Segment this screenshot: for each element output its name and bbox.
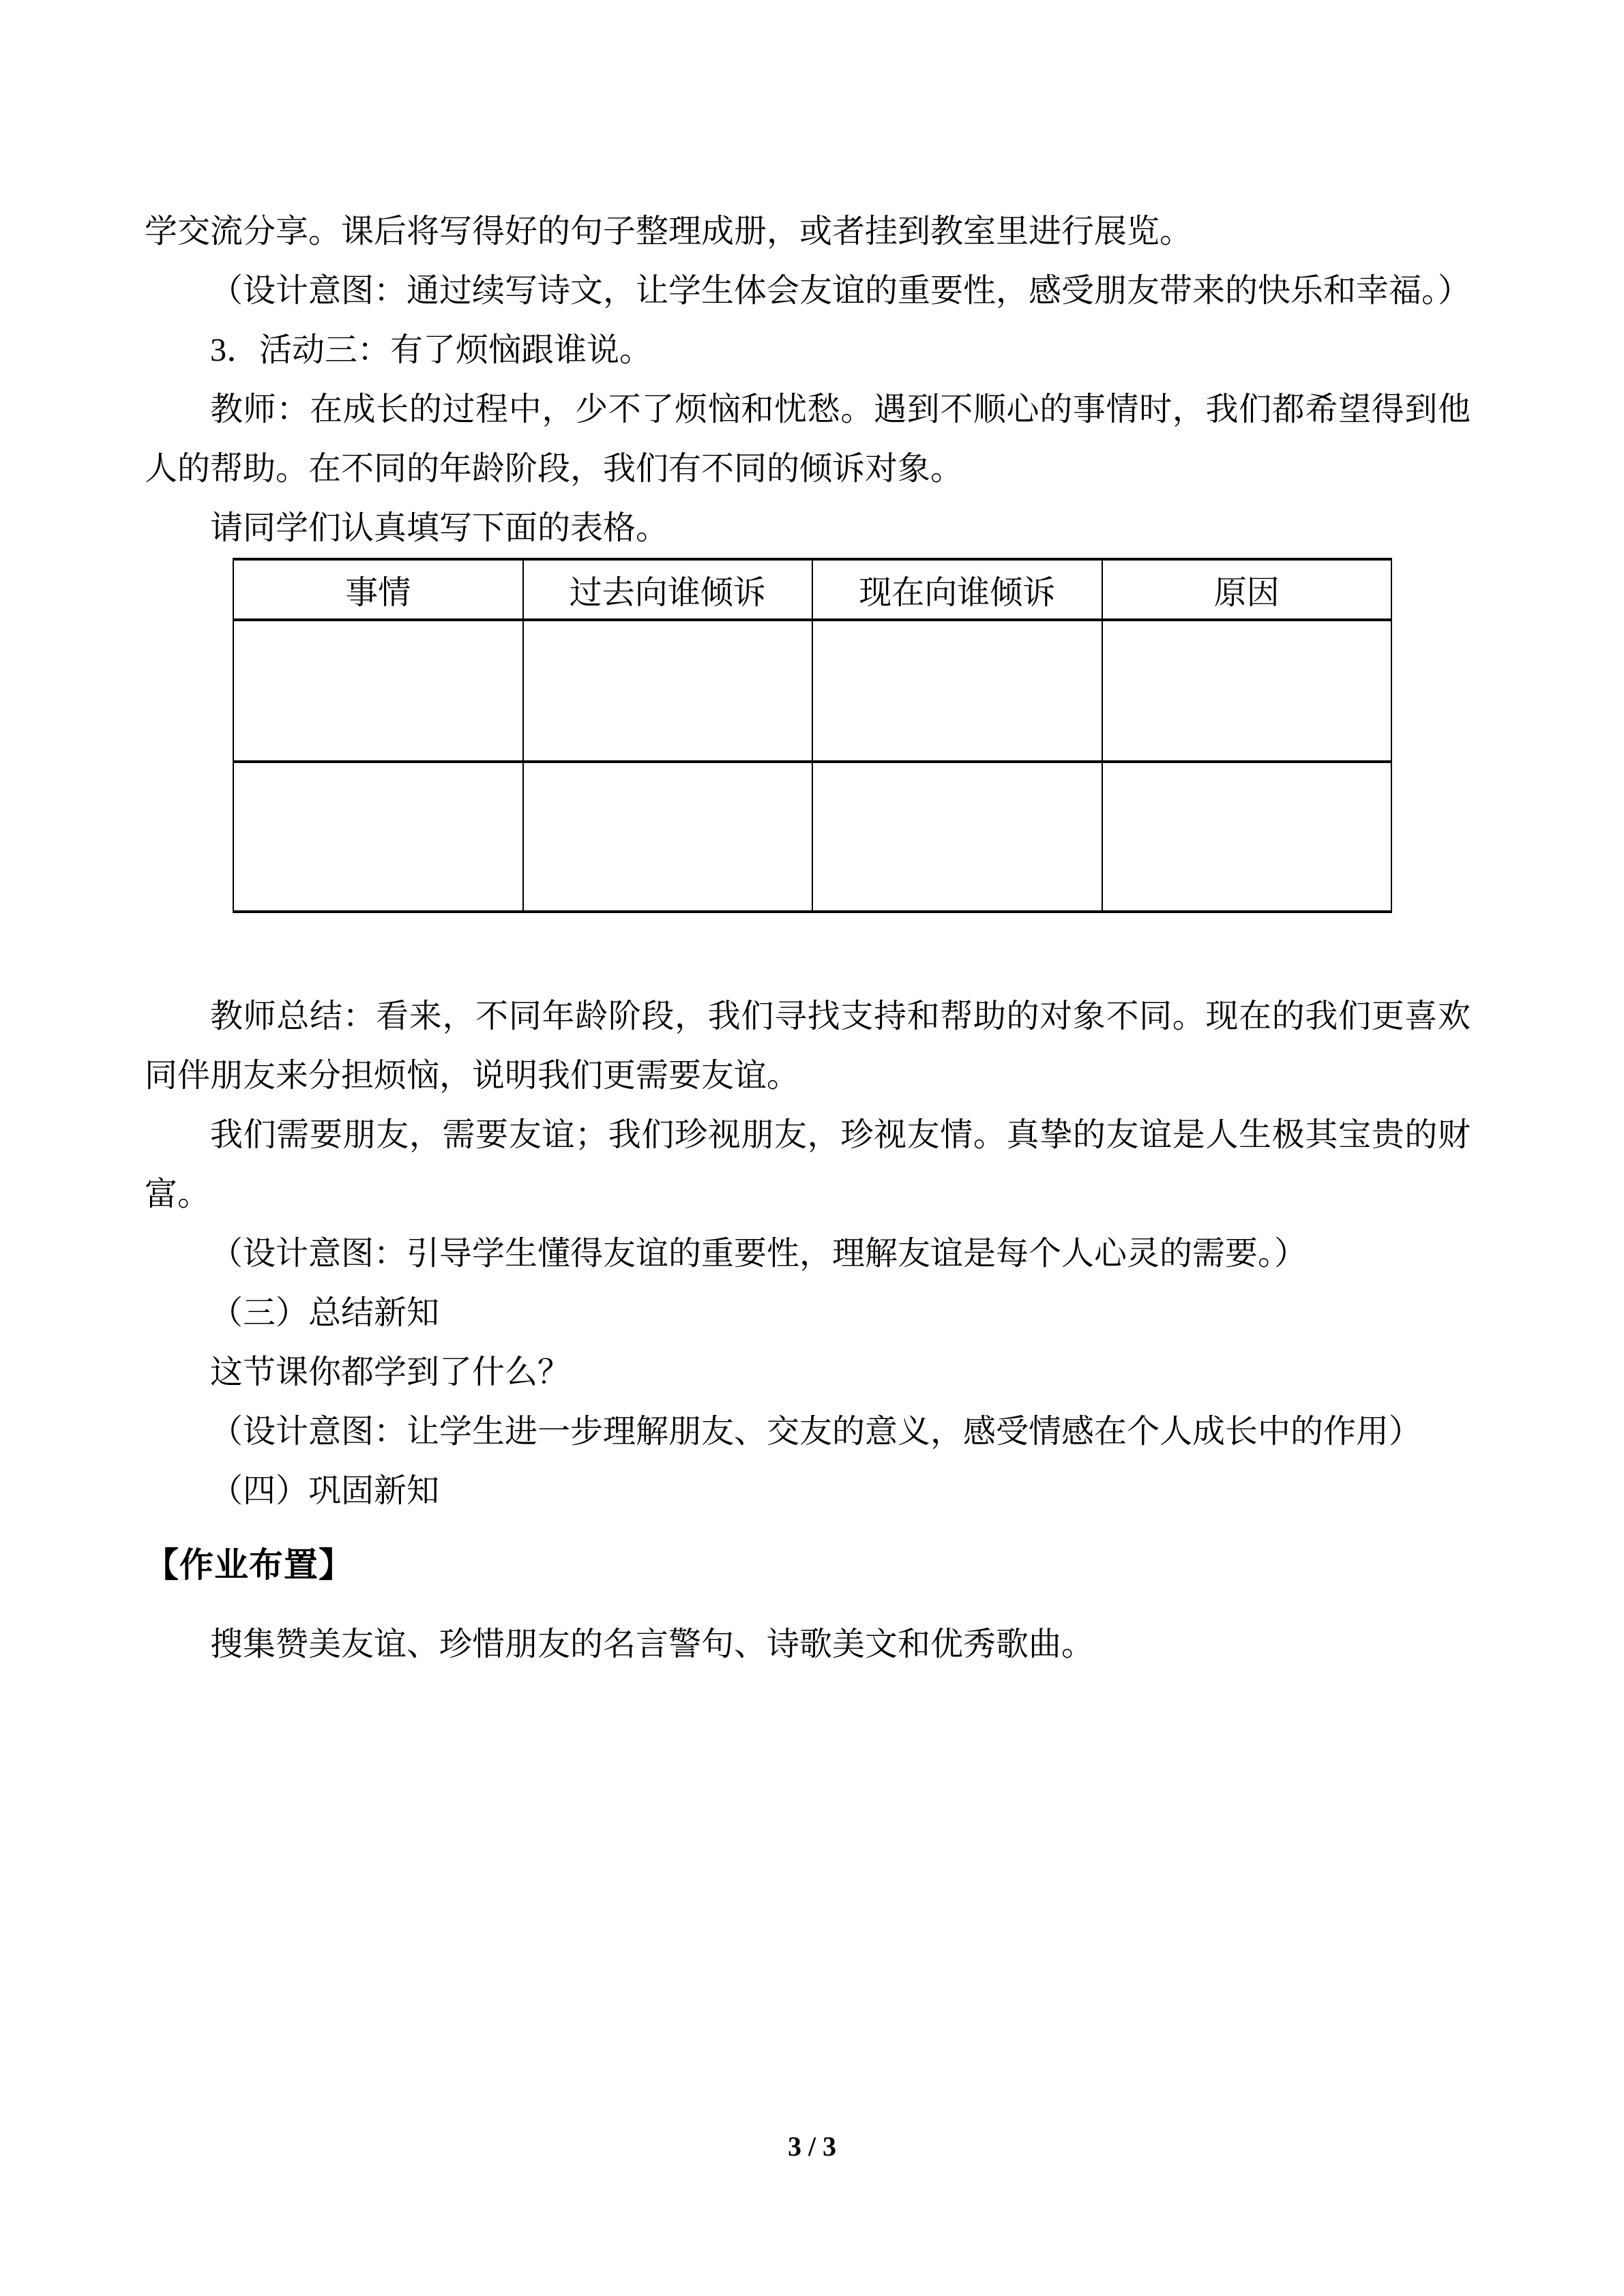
page-number: 3 / 3 [787, 2131, 837, 2162]
table-cell-empty [812, 620, 1102, 762]
table-header-row [233, 559, 1391, 620]
table-header-present-confidant: 现在向谁倾诉 [812, 559, 1102, 620]
after-table-section [145, 987, 1471, 1521]
table-row [233, 762, 1391, 912]
teacher-summary-paragraph: 教师总结：看来，不同年龄阶段，我们寻找支持和帮助的对象不同。现在的我们更喜欢同伴朋友来分担烦恼，说明我们更需要友谊。 [145, 998, 1471, 1094]
table-cell-empty [523, 620, 813, 762]
consolidate-section-title-paragraph: （四）巩固新知 [210, 1473, 440, 1509]
fill-table-instruction-paragraph: 请同学们认真填写下面的表格。 [210, 510, 669, 546]
table-cell-empty [233, 620, 523, 762]
homework-assignment-paragraph: 搜集赞美友谊、珍惜朋友的名言警句、诗歌美文和优秀歌曲。 [210, 1626, 1095, 1663]
activity-3-title-paragraph: 3．活动三：有了烦恼跟谁说。 [210, 332, 653, 368]
friendship-value-paragraph: 我们需要朋友，需要友谊；我们珍视朋友，珍视友情。真挚的友谊是人生极其宝贵的财富。 [145, 1117, 1471, 1212]
table-cell-empty [1102, 762, 1392, 912]
table-cell-empty [523, 762, 813, 912]
table-header-reason: 原因 [1102, 559, 1392, 620]
confide-object-table [233, 558, 1392, 913]
design-intent-paragraph-activity2: （设计意图：通过续写诗文，让学生体会友谊的重要性，感受朋友带来的快乐和幸福。） [210, 273, 1471, 309]
design-intent-paragraph-summary: （设计意图：让学生进一步理解朋友、交友的意义，感受情感在个人成长中的作用） [210, 1414, 1422, 1450]
table-header-past-confidant: 过去向谁倾诉 [523, 559, 813, 620]
table-cell-empty [812, 762, 1102, 912]
table-header-matter: 事情 [233, 559, 523, 620]
table-row [233, 620, 1391, 762]
design-intent-paragraph-activity3: （设计意图：引导学生懂得友谊的重要性，理解友谊是每个人心灵的需要。） [210, 1236, 1308, 1272]
table-cell-empty [1102, 620, 1392, 762]
table-cell-empty [233, 762, 523, 912]
summary-section-title-paragraph: （三）总结新知 [210, 1295, 440, 1331]
lesson-question-paragraph: 这节课你都学到了什么？ [210, 1354, 571, 1390]
homework-section-heading: 【作业布置】 [145, 1546, 353, 1584]
continuation-paragraph: 学交流分享。课后将写得好的句子整理成册，或者挂到教室里进行展览。 [145, 213, 1193, 250]
document-body [145, 202, 1471, 1674]
teacher-intro-paragraph: 教师：在成长的过程中，少不了烦恼和忧愁。遇到不顺心的事情时，我们都希望得到他人的帮助。在不同的年龄阶段，我们有不同的倾诉对象。 [145, 391, 1471, 487]
